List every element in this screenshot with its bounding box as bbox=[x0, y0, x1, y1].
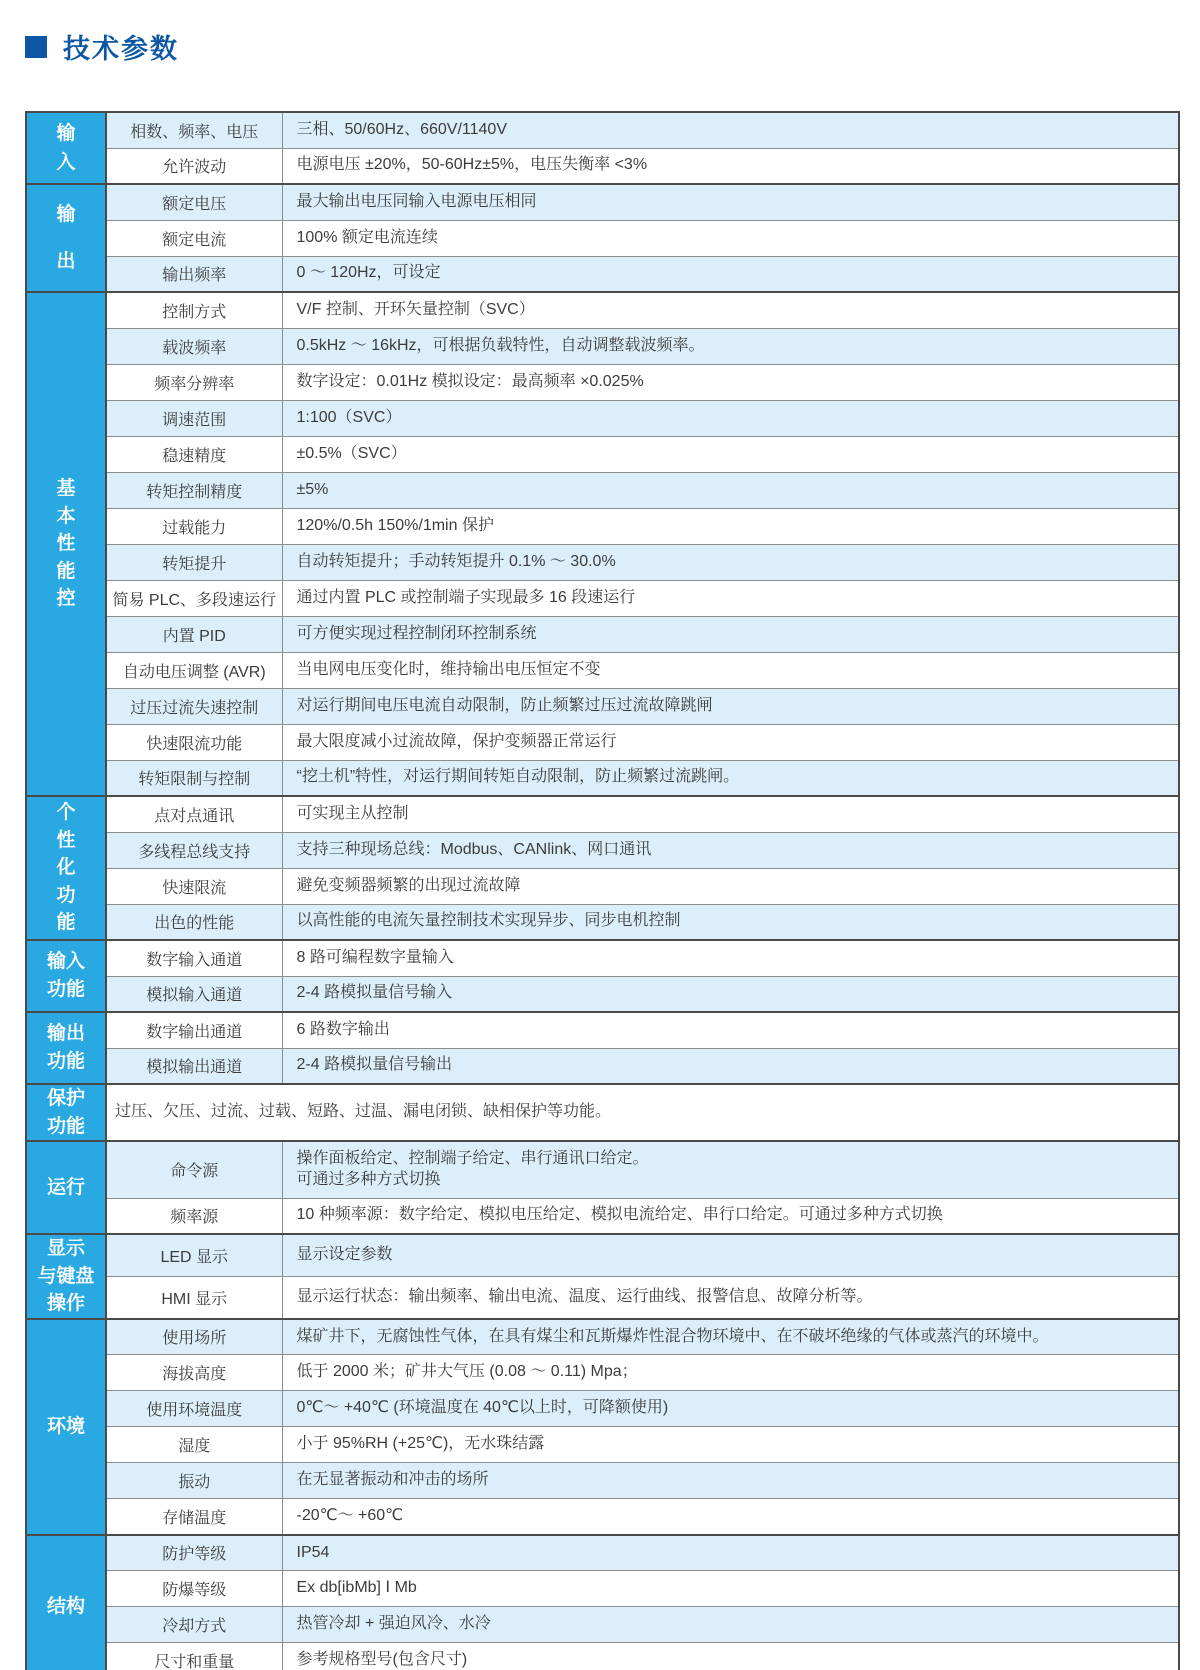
param-cell: 转矩限制与控制 bbox=[106, 760, 282, 796]
param-cell: 转矩控制精度 bbox=[106, 472, 282, 508]
table-row bbox=[26, 400, 1179, 436]
section-header bbox=[25, 27, 1200, 66]
param-cell: 出色的性能 bbox=[106, 904, 282, 940]
value-cell: 避免变频器频繁的出现过流故障 bbox=[282, 868, 1179, 904]
table-row bbox=[26, 1234, 1179, 1276]
table-row bbox=[26, 904, 1179, 940]
value-cell: 10 种频率源：数字给定、模拟电压给定、模拟电流给定、串行口给定。可通过多种方式切换 bbox=[282, 1198, 1179, 1234]
param-cell: 冷却方式 bbox=[106, 1607, 282, 1643]
param-cell: 使用场所 bbox=[106, 1319, 282, 1355]
category-label-line: 结构 bbox=[46, 1595, 85, 1617]
param-cell: LED 显示 bbox=[106, 1234, 282, 1276]
table-row bbox=[26, 364, 1179, 400]
category-cell-output bbox=[26, 184, 106, 292]
table-row bbox=[26, 1141, 1179, 1198]
category-cell-input bbox=[26, 112, 106, 184]
table-row bbox=[26, 1084, 1179, 1141]
param-cell: 海拔高度 bbox=[106, 1355, 282, 1391]
value-cell: 在无显著振动和冲击的场所 bbox=[282, 1463, 1179, 1499]
param-cell: 调速范围 bbox=[106, 400, 282, 436]
category-label-line: 入 bbox=[56, 151, 76, 173]
category-label-line: 功能 bbox=[46, 1115, 85, 1137]
category-cell-display-keyboard bbox=[26, 1234, 106, 1319]
value-cell: 三相、50/60Hz、660V/1140V bbox=[282, 112, 1179, 148]
param-cell: 尺寸和重量 bbox=[106, 1643, 282, 1670]
page-title: 技术参数 bbox=[63, 34, 179, 64]
category-label-line: 性 bbox=[56, 829, 76, 851]
category-cell-input-func bbox=[26, 940, 106, 1012]
category-label-line: 功 bbox=[56, 884, 76, 906]
param-cell: 使用环境温度 bbox=[106, 1391, 282, 1427]
table-row bbox=[26, 292, 1179, 328]
table-row bbox=[26, 1319, 1179, 1355]
value-cell: 2-4 路模拟量信号输出 bbox=[282, 1048, 1179, 1084]
category-label bbox=[27, 185, 105, 291]
param-cell: 控制方式 bbox=[106, 292, 282, 328]
param-cell: 数字输出通道 bbox=[106, 1012, 282, 1048]
table-row bbox=[26, 760, 1179, 796]
table-row bbox=[26, 1012, 1179, 1048]
value-cell: 煤矿井下，无腐蚀性气体，在具有煤尘和瓦斯爆炸性混合物环境中、在不破坏绝缘的气体或蒸汽的环境中。 bbox=[282, 1319, 1179, 1355]
category-cell-protection bbox=[26, 1084, 106, 1141]
table-row bbox=[26, 1048, 1179, 1084]
category-label-line: 个 bbox=[56, 802, 76, 824]
value-cell: 0.5kHz ～ 16kHz，可根据负载特性，自动调整载波频率。 bbox=[282, 328, 1179, 364]
param-cell: 内置 PID bbox=[106, 616, 282, 652]
spec-table-body bbox=[26, 112, 1179, 1670]
category-label bbox=[27, 941, 105, 1011]
param-cell: 快速限流 bbox=[106, 868, 282, 904]
table-row bbox=[26, 1198, 1179, 1234]
value-cell: ±0.5%（SVC） bbox=[282, 436, 1179, 472]
value-cell: 可方便实现过程控制闭环控制系统 bbox=[282, 616, 1179, 652]
table-row bbox=[26, 112, 1179, 148]
table-row bbox=[26, 1355, 1179, 1391]
category-label-line: 输 bbox=[56, 203, 76, 225]
param-cell: 快速限流功能 bbox=[106, 724, 282, 760]
value-cell: 可实现主从控制 bbox=[282, 796, 1179, 832]
value-cell: 8 路可编程数字量输入 bbox=[282, 940, 1179, 976]
param-cell: 多线程总线支持 bbox=[106, 832, 282, 868]
param-cell: 输出频率 bbox=[106, 256, 282, 292]
category-label-line: 性 bbox=[56, 533, 76, 555]
param-cell: 频率源 bbox=[106, 1198, 282, 1234]
value-cell: Ex db[ibMb] Ⅰ Mb bbox=[282, 1571, 1179, 1607]
param-cell: 载波频率 bbox=[106, 328, 282, 364]
value-line: 可通过多种方式切换 bbox=[296, 1170, 441, 1188]
table-row bbox=[26, 1463, 1179, 1499]
table-row bbox=[26, 1499, 1179, 1535]
table-row bbox=[26, 976, 1179, 1012]
param-cell: 振动 bbox=[106, 1463, 282, 1499]
category-label-line: 环境 bbox=[46, 1415, 85, 1437]
param-cell: 允许波动 bbox=[106, 148, 282, 184]
table-row bbox=[26, 472, 1179, 508]
value-cell: 6 路数字输出 bbox=[282, 1012, 1179, 1048]
param-cell: 过压过流失速控制 bbox=[106, 688, 282, 724]
category-cell-personalized bbox=[26, 796, 106, 940]
category-label-line: 本 bbox=[56, 505, 76, 527]
category-label-line: 控 bbox=[56, 588, 76, 610]
value-cell: 通过内置 PLC 或控制端子实现最多 16 段速运行 bbox=[282, 580, 1179, 616]
category-label-line: 能 bbox=[56, 560, 76, 582]
table-row bbox=[26, 1276, 1179, 1318]
category-label bbox=[27, 1013, 105, 1083]
value-cell: V/F 控制、开环矢量控制（SVC） bbox=[282, 292, 1179, 328]
category-cell-basic-performance bbox=[26, 292, 106, 796]
table-row bbox=[26, 580, 1179, 616]
category-label-line: 化 bbox=[56, 857, 76, 879]
spec-table bbox=[25, 111, 1180, 1670]
param-cell: 自动电压调整 (AVR) bbox=[106, 652, 282, 688]
table-row bbox=[26, 1571, 1179, 1607]
param-cell: 过载能力 bbox=[106, 508, 282, 544]
param-cell: 点对点通讯 bbox=[106, 796, 282, 832]
param-cell: 转矩提升 bbox=[106, 544, 282, 580]
table-row bbox=[26, 148, 1179, 184]
table-row bbox=[26, 1643, 1179, 1670]
title-bullet-icon bbox=[25, 36, 47, 58]
param-cell: 防爆等级 bbox=[106, 1571, 282, 1607]
param-cell: 数字输入通道 bbox=[106, 940, 282, 976]
table-row bbox=[26, 436, 1179, 472]
param-cell: 存储温度 bbox=[106, 1499, 282, 1535]
table-row bbox=[26, 508, 1179, 544]
category-label-line: 保护 bbox=[46, 1088, 85, 1109]
value-cell: 最大限度减小过流故障，保护变频器正常运行 bbox=[282, 724, 1179, 760]
category-label bbox=[27, 1235, 105, 1318]
value-cell: 120%/0.5h 150%/1min 保护 bbox=[282, 508, 1179, 544]
param-cell: 湿度 bbox=[106, 1427, 282, 1463]
table-row bbox=[26, 256, 1179, 292]
value-cell: 电源电压 ±20%，50-60Hz±5%，电压失衡率 <3% bbox=[282, 148, 1179, 184]
category-cell-environment bbox=[26, 1319, 106, 1535]
category-label bbox=[27, 797, 105, 939]
param-cell: 命令源 bbox=[106, 1141, 282, 1198]
value-cell: 1:100（SVC） bbox=[282, 400, 1179, 436]
param-cell: 稳速精度 bbox=[106, 436, 282, 472]
value-line: 操作面板给定、控制端子给定、串行通讯口给定。 bbox=[296, 1150, 649, 1168]
table-row bbox=[26, 1427, 1179, 1463]
value-cell: 最大输出电压同输入电源电压相同 bbox=[282, 184, 1179, 220]
param-cell: 简易 PLC、多段速运行 bbox=[106, 580, 282, 616]
category-label-line: 运行 bbox=[46, 1176, 85, 1198]
value-cell: 参考规格型号(包含尺寸) bbox=[282, 1643, 1179, 1670]
merged-value-cell: 过压、欠压、过流、过载、短路、过温、漏电闭锁、缺相保护等功能。 bbox=[106, 1084, 1179, 1141]
category-label-line: 与键盘 bbox=[37, 1265, 95, 1287]
param-cell: 额定电压 bbox=[106, 184, 282, 220]
category-label-line: 功能 bbox=[46, 979, 85, 1000]
category-label-line: 功能 bbox=[46, 1051, 85, 1072]
table-row bbox=[26, 1607, 1179, 1643]
value-cell: 以高性能的电流矢量控制技术实现异步、同步电机控制 bbox=[282, 904, 1179, 940]
table-row bbox=[26, 652, 1179, 688]
value-cell: 对运行期间电压电流自动限制，防止频繁过压过流故障跳闸 bbox=[282, 688, 1179, 724]
param-cell: HMI 显示 bbox=[106, 1276, 282, 1318]
table-row bbox=[26, 328, 1179, 364]
category-label-line: 基 bbox=[56, 478, 76, 500]
value-cell: IP54 bbox=[282, 1535, 1179, 1571]
param-cell: 频率分辨率 bbox=[106, 364, 282, 400]
table-row bbox=[26, 940, 1179, 976]
table-row bbox=[26, 616, 1179, 652]
category-label-line: 能 bbox=[56, 912, 76, 934]
value-cell: 低于 2000 米；矿井大气压 (0.08 ～ 0.11) Mpa； bbox=[282, 1355, 1179, 1391]
value-cell: 小于 95%RH (+25℃)，无水珠结露 bbox=[282, 1427, 1179, 1463]
table-row bbox=[26, 544, 1179, 580]
param-cell: 模拟输入通道 bbox=[106, 976, 282, 1012]
value-cell: 显示运行状态：输出频率、输出电流、温度、运行曲线、报警信息、故障分析等。 bbox=[282, 1276, 1179, 1318]
category-label-line: 输 bbox=[56, 122, 76, 144]
category-cell-operation bbox=[26, 1141, 106, 1234]
category-label-line: 输出 bbox=[46, 1023, 85, 1045]
table-row bbox=[26, 1391, 1179, 1427]
table-row bbox=[26, 220, 1179, 256]
category-label bbox=[27, 1320, 105, 1534]
value-cell: 0℃～ +40℃ (环境温度在 40℃以上时，可降额使用) bbox=[282, 1391, 1179, 1427]
category-label bbox=[27, 293, 105, 795]
param-cell: 相数、频率、电压 bbox=[106, 112, 282, 148]
param-cell: 额定电流 bbox=[106, 220, 282, 256]
table-row bbox=[26, 1535, 1179, 1571]
value-cell: 当电网电压变化时，维持输出电压恒定不变 bbox=[282, 652, 1179, 688]
category-cell-structure bbox=[26, 1535, 106, 1670]
param-cell: 模拟输出通道 bbox=[106, 1048, 282, 1084]
value-cell: 自动转矩提升；手动转矩提升 0.1% ～ 30.0% bbox=[282, 544, 1179, 580]
table-row bbox=[26, 184, 1179, 220]
value-cell: 热管冷却 + 强迫风冷、水冷 bbox=[282, 1607, 1179, 1643]
value-cell: “挖土机”特性，对运行期间转矩自动限制，防止频繁过流跳闸。 bbox=[282, 760, 1179, 796]
category-label-line: 显示 bbox=[46, 1238, 85, 1260]
value-cell: 显示设定参数 bbox=[282, 1234, 1179, 1276]
category-label bbox=[27, 1085, 105, 1140]
value-cell: 数字设定：0.01Hz 模拟设定：最高频率 ×0.025% bbox=[282, 364, 1179, 400]
category-cell-output-func bbox=[26, 1012, 106, 1084]
category-label-line: 输入 bbox=[46, 951, 85, 973]
category-label-line: 操作 bbox=[46, 1293, 85, 1315]
table-row bbox=[26, 868, 1179, 904]
category-label bbox=[27, 113, 105, 183]
value-cell: 2-4 路模拟量信号输入 bbox=[282, 976, 1179, 1012]
value-cell: 0 ～ 120Hz，可设定 bbox=[282, 256, 1179, 292]
category-label bbox=[27, 1142, 105, 1233]
value-cell: 100% 额定电流连续 bbox=[282, 220, 1179, 256]
table-row bbox=[26, 724, 1179, 760]
param-cell: 防护等级 bbox=[106, 1535, 282, 1571]
value-cell bbox=[282, 1141, 1179, 1198]
table-row bbox=[26, 688, 1179, 724]
table-row bbox=[26, 832, 1179, 868]
value-cell: 支持三种现场总线：Modbus、CANlink、网口通讯 bbox=[282, 832, 1179, 868]
value-cell: -20℃～ +60℃ bbox=[282, 1499, 1179, 1535]
table-row bbox=[26, 796, 1179, 832]
value-cell: ±5% bbox=[282, 472, 1179, 508]
category-label-line: 出 bbox=[56, 250, 76, 272]
category-label bbox=[27, 1536, 105, 1670]
